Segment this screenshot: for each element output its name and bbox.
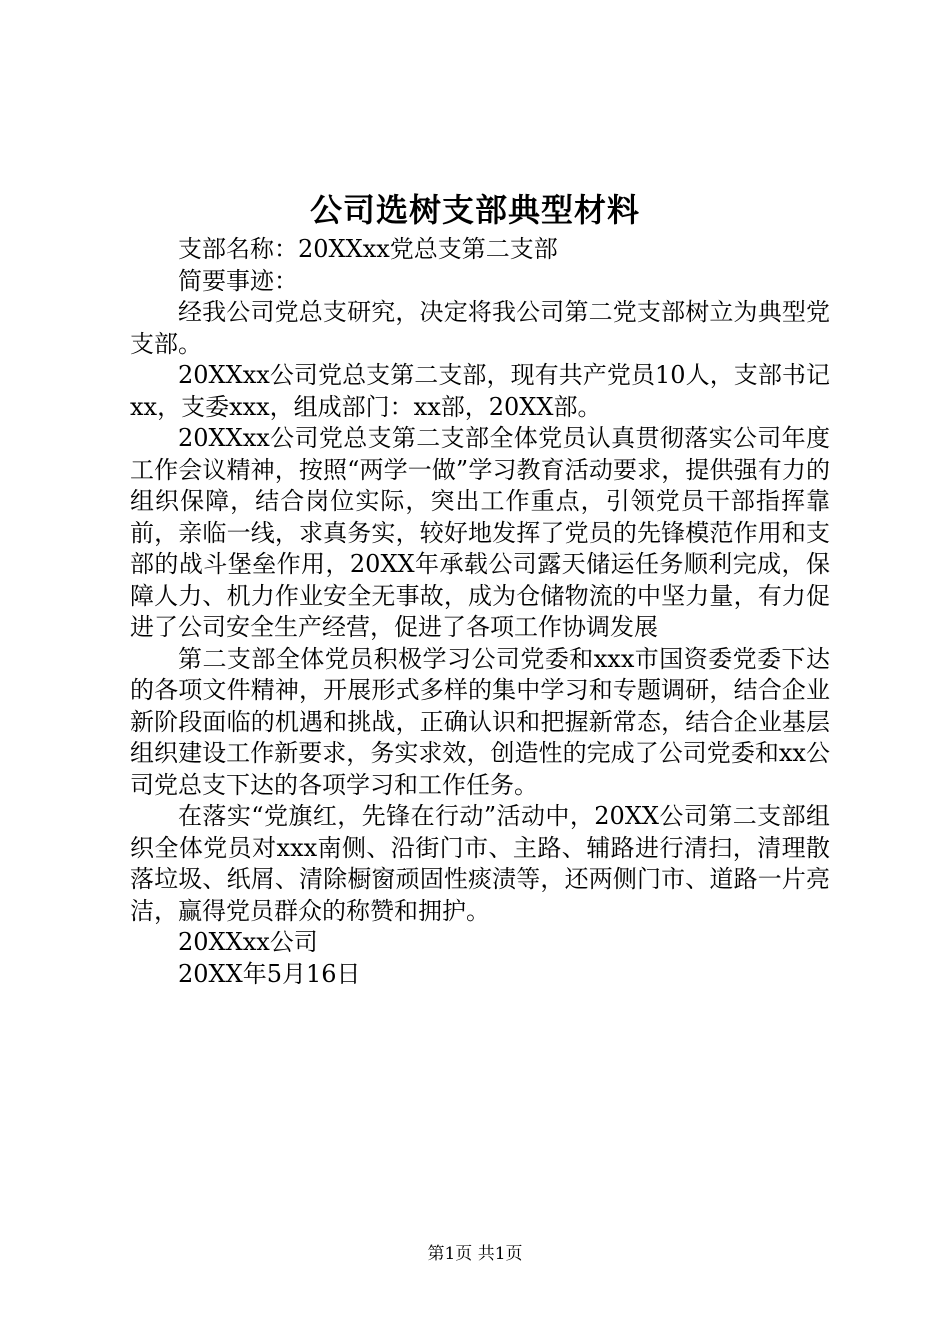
paragraph-activity: 在落实“党旗红，先锋在行动”活动中，20XX公司第二支部组织全体党员对xxx南侧、沿街门市、主路、辅路进行清扫，清理散落垃圾、纸屑、清除橱窗顽固性痰渍等，还两侧门市、道路一片亮洁，赢得党员群众的称赞和拥护。 [130,802,830,925]
paragraph-branch-name: 支部名称：20XXxx党总支第二支部 [178,235,558,263]
signature-company: 20XXxx公司 [178,928,318,956]
paragraph-summary-heading: 简要事迹： [178,266,298,295]
paragraph-study: 第二支部全体党员积极学习公司党委和xxx市国资委党委下达的各项文件精神，开展形式多样的集中学习和专题调研，结合企业新阶段面临的机遇和挑战，正确认识和把握新常态，结合企业基层组织建设工作新要求，务实求效，创造性的完成了公司党委和xx公司党总支下达的各项学习和工作任务。 [130,644,830,799]
document-body [130,234,830,990]
paragraph-achievements: 20XXxx公司党总支第二支部全体党员认真贯彻落实公司年度工作会议精神，按照“两学一做”学习教育活动要求，提供强有力的组织保障，结合岗位实际，突出工作重点，引领党员干部指挥靠前，亲临一线，求真务实，较好地发挥了党员的先锋模范作用和支部的战斗堡垒作用，20XX年承载公司露天储运任务顺利完成，保障人力、机力作业安全无事故，成为仓储物流的中坚力量，有力促进了公司安全生产经营，促进了各项工作协调发展 [130,424,830,641]
paragraph-decision: 经我公司党总支研究，决定将我公司第二党支部树立为典型党支部。 [130,298,830,358]
page-number-footer: 第1页 共1页 [427,1244,523,1264]
document-title: 公司选树支部典型材料 [309,191,640,229]
signature-date: 20XX年5月16日 [178,959,361,988]
paragraph-members: 20XXxx公司党总支第二支部，现有共产党员10人，支部书记xx，支委xxx，组成部门：xx部，20XX部。 [130,361,830,421]
